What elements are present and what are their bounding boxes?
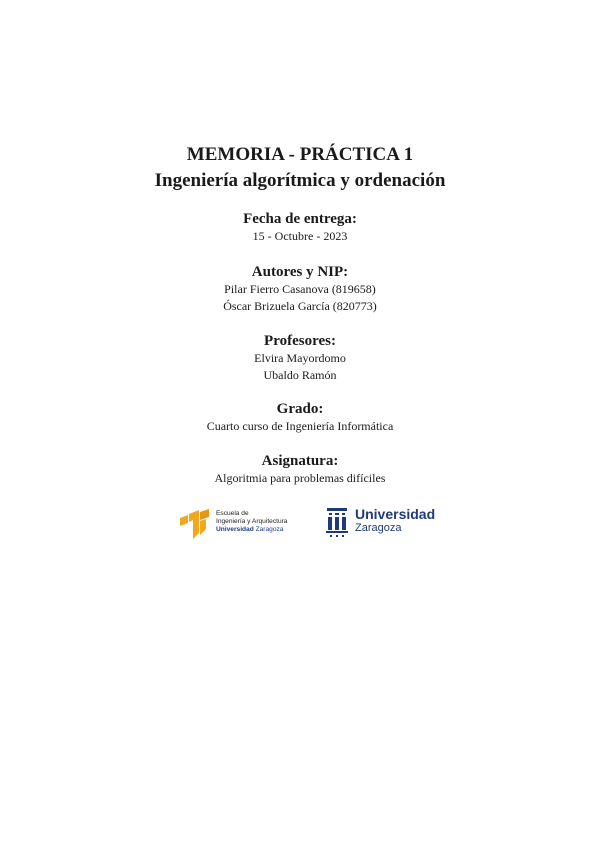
- eina-logo: [178, 507, 303, 541]
- fecha-section: [0, 210, 600, 245]
- profesores-heading: Profesores:: [264, 333, 336, 349]
- unizar-name: Universidad: [355, 506, 436, 522]
- grado-heading: Grado:: [276, 401, 324, 417]
- unizar-logo: [325, 505, 440, 541]
- eina-line3: [216, 526, 287, 534]
- eina-zar: Zaragoza: [255, 526, 284, 533]
- eina-logo-text: [216, 510, 287, 534]
- grado-section: [0, 400, 600, 435]
- asignatura-section: [0, 452, 600, 487]
- asignatura-heading: Asignatura:: [261, 453, 339, 469]
- autor-item: Óscar Brizuela García (820773): [223, 299, 377, 313]
- profesor-item: Ubaldo Ramón: [263, 368, 337, 382]
- profesor-item: Elvira Mayordomo: [254, 351, 346, 365]
- asignatura-value: Algoritmia para problemas difíciles: [214, 471, 386, 485]
- fecha-value: 15 - Octubre - 2023: [252, 229, 348, 243]
- grado-value: Cuarto curso de Ingeniería Informática: [206, 419, 394, 433]
- document-title: MEMORIA - PRÁCTICA 1: [186, 144, 414, 165]
- autores-section: [0, 263, 600, 315]
- document-subtitle: Ingeniería algorítmica y ordenación: [154, 170, 446, 191]
- autor-item: Pilar Fierro Casanova (819658): [224, 282, 376, 296]
- unizar-crest-icon: [325, 507, 349, 539]
- fecha-heading: Fecha de entrega:: [243, 211, 357, 227]
- profesores-section: [0, 332, 600, 384]
- eina-line2: Ingeniería y Arquitectura: [216, 518, 288, 525]
- autores-heading: Autores y NIP:: [251, 264, 349, 280]
- eina-line1: Escuela de: [216, 510, 249, 517]
- eina-logo-icon: [178, 509, 212, 539]
- eina-uni: Universidad: [216, 526, 254, 533]
- unizar-city: Zaragoza: [355, 522, 402, 534]
